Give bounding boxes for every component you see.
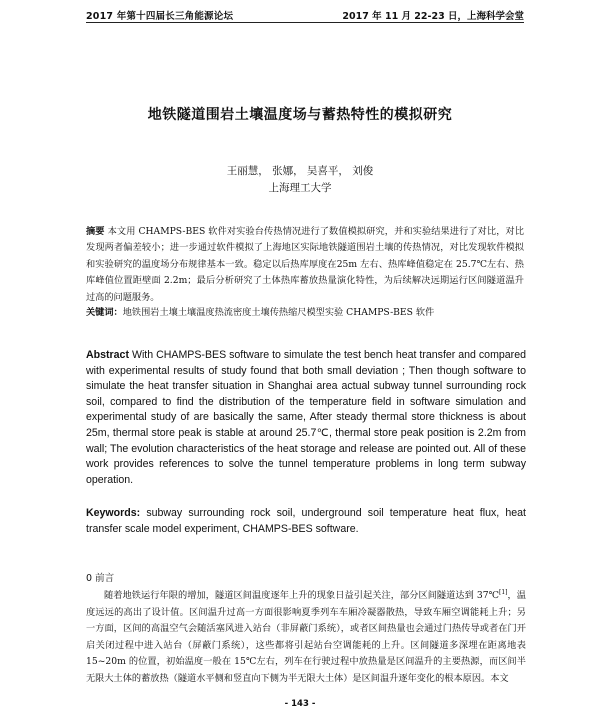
chinese-abstract-text: 本文用 CHAMPS-BES 软件对实验台传热情况进行了数值模拟研究，并和实验结果进行了对比，对比发现两者偏差较小；进一步通过软件模拟了上海地区实际地铁隧道围岩土壤的传热情况，对比发现软件模拟和实验研究的温度场分布规律基本一致。稳定以后热库厚度在25m 左右、热库峰值稳定在 25.7℃左右、热库峰值位置距壁面 2.2m；最后分析研究了土体热库蓄放热量演化特性，为后续解决远期运行区间隧道温升过高的问题服务。 xyxy=(86,226,525,303)
english-keywords-label: Keywords: xyxy=(86,507,141,519)
body-text-part2: ，温度远远的高出了设计值。区间温升过高一方面很影响夏季列车车厢冷凝器散热，导致车厢空调能耗上升；另一方面，区间的高温空气会随活塞风进入站台（非屏蔽门系统），或者区间热量也会通过门热传导或者在门开启关闭过程中进入站台（屏蔽门系统），这些都将引起站台空调能耗的上升。区间隧道多深埋在距离地表 15~20m 的位置，初始温度一般在 15℃左右，列车在行驶过程中放热量是区间温升的主要热源，而区间半无限大土体的蓄放热（隧道水平侧和竖直向下侧为半无限大土体）是区间温升逐年变化的根本原因。本文 xyxy=(86,590,526,685)
section-heading: 0 前言 xyxy=(86,573,115,584)
chinese-keywords xyxy=(86,305,524,321)
affiliation: 上海理工大学 xyxy=(268,182,332,194)
running-header-right: 2017 年 11 月 22-23 日，上海科学会堂 xyxy=(342,11,524,22)
header-rule xyxy=(86,22,524,23)
running-header-left: 2017 年第十四届长三角能源论坛 xyxy=(86,11,234,22)
english-keywords-text: subway surrounding rock soil, underground soil temperature heat flux, heat transfer scale model experiment, CHAMPS-BES software. xyxy=(86,507,526,535)
english-abstract-label: Abstract xyxy=(86,349,129,361)
chinese-abstract-label: 摘要 xyxy=(86,226,105,237)
body-text-part1: 随着地铁运行年限的增加，隧道区间温度逐年上升的现象日益引起关注，部分区间隧道达到 37℃ xyxy=(104,590,499,602)
body-paragraph xyxy=(86,585,526,688)
paper-title: 地铁隧道围岩土壤温度场与蓄热特性的模拟研究 xyxy=(147,107,453,123)
english-keywords xyxy=(86,506,526,537)
chinese-keywords-text: 地铁围岩土壤土壤温度热流密度土壤传热缩尺模型实验 CHAMPS-BES 软件 xyxy=(122,307,435,318)
author-list: 王丽慧， 张娜， 吴喜平， 刘俊 xyxy=(226,165,374,177)
english-abstract xyxy=(86,348,526,488)
chinese-abstract xyxy=(86,224,524,306)
english-abstract-text: With CHAMPS-BES software to simulate the test bench heat transfer and compared with experimental results of study found that both small deviation ; Then though software to simulate the heat transfer situation in Shanghai area actual subway tunnel surrounding rock soil, compared to find the distribution of the temperature field in software simulation and experimental study of are basically the same, After steady thermal store thickness is about 25m, thermal store peak is stable at around 25.7℃, thermal store peak position is 2.2m from wall; The evolution characteristics of the heat storage and release are pointed out. All of these work provides references to solve the tunnel temperature problems in long term subway operation. xyxy=(86,349,526,486)
citation-ref: [1] xyxy=(499,589,508,596)
chinese-keywords-label: 关键词： xyxy=(86,307,123,318)
page-number: - 143 - xyxy=(284,699,316,709)
